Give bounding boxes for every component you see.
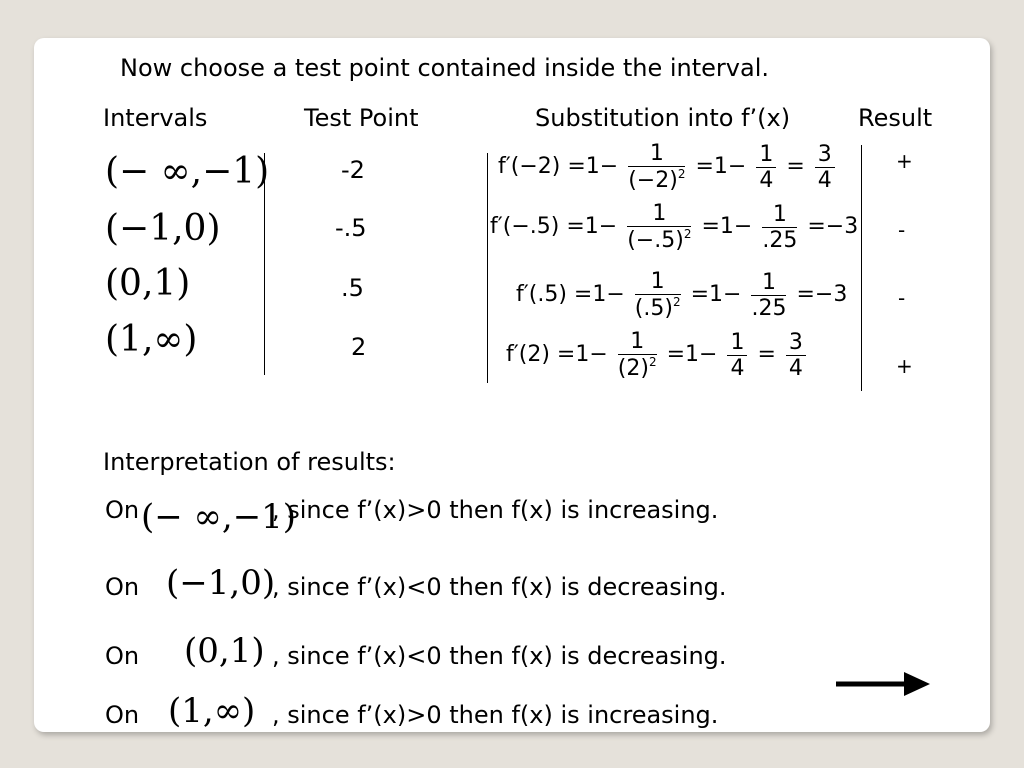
interpretation-on-label: On — [105, 573, 140, 601]
fraction-denominator: .25 — [751, 295, 787, 321]
divider-substitution-right — [861, 145, 862, 391]
substitution-row-1: f′(−2) =1− $\frac{1}{(-2)^2}$ =1− $\frac{1}{4}$ = $\frac{3}{4}$ — [498, 142, 838, 192]
test-point-4: 2 — [351, 333, 367, 361]
fraction-numerator: 1 — [635, 270, 681, 295]
column-header-test-point: Test Point — [304, 104, 419, 132]
interpretation-on-label: On — [105, 642, 140, 670]
exponent: 2 — [677, 167, 686, 182]
fraction-numerator: 1 — [762, 203, 797, 228]
interpretation-text-3: , since f’(x)<0 then f(x) is decreasing. — [272, 642, 727, 670]
divider-substitution-left — [487, 153, 488, 383]
substitution-value: −3 — [814, 282, 848, 308]
substitution-lhs: f′(−.5) — [490, 214, 560, 240]
fraction-denominator: 4 — [817, 167, 832, 193]
substitution-one: 1 — [592, 282, 607, 308]
fraction-numerator: 1 — [727, 331, 747, 356]
substitution-mid: 1 — [685, 342, 700, 368]
exponent: 2 — [672, 295, 681, 310]
column-header-result: Result — [858, 104, 933, 132]
substitution-one: 1 — [575, 342, 590, 368]
substitution-mid: 1 — [709, 282, 724, 308]
column-header-intervals: Intervals — [103, 104, 208, 132]
interpretation-interval-4: (1,∞) — [168, 691, 256, 731]
column-header-substitution: Substitution into f’(x) — [535, 104, 791, 132]
result-2: - — [898, 218, 906, 242]
interval-4: (1,∞) — [105, 319, 198, 360]
right-arrow-icon[interactable] — [834, 670, 932, 698]
fraction-denominator: (−.5) — [627, 228, 684, 254]
fraction-denominator: 4 — [788, 355, 803, 381]
substitution-lhs: f′(−2) — [498, 154, 561, 180]
result-4: + — [896, 354, 913, 378]
substitution-one: 1 — [584, 214, 599, 240]
fraction-denominator: (2) — [617, 356, 649, 382]
exponent: 2 — [683, 227, 692, 242]
fraction-numerator: 1 — [756, 143, 776, 168]
substitution-mid: 1 — [713, 154, 728, 180]
fraction-numerator: 1 — [751, 271, 786, 296]
substitution-one: 1 — [585, 154, 600, 180]
test-point-2: -.5 — [335, 214, 367, 242]
interval-1: (− ∞,−1) — [105, 151, 270, 192]
result-3: - — [898, 286, 906, 310]
fraction-denominator: (.5) — [634, 296, 673, 322]
substitution-row-2: f′(−.5) =1− $\frac{1}{(-.5)^2}$ =1− $\frac{1}{.25}$ =−3 — [490, 201, 859, 254]
fraction-numerator: 1 — [618, 330, 657, 355]
test-point-1: -2 — [341, 156, 365, 184]
fraction-denominator: 4 — [759, 167, 774, 193]
fraction-denominator: (−2) — [628, 168, 678, 194]
fraction-numerator: 1 — [628, 142, 685, 167]
substitution-lhs: f′(2) — [506, 342, 550, 368]
interval-2: (−1,0) — [105, 208, 221, 249]
interpretation-interval-1: (− ∞,−1) — [141, 497, 297, 537]
substitution-value: −3 — [825, 214, 859, 240]
fraction-numerator: 3 — [815, 143, 835, 168]
interpretation-interval-3: (0,1) — [184, 631, 265, 671]
interpretation-text-1: , since f’(x)>0 then f(x) is increasing. — [272, 496, 719, 524]
interpretation-text-2: , since f’(x)<0 then f(x) is decreasing. — [272, 573, 727, 601]
substitution-mid: 1 — [719, 214, 734, 240]
interpretation-title: Interpretation of results: — [103, 448, 396, 476]
result-1: + — [896, 149, 913, 173]
interpretation-on-label: On — [105, 496, 140, 524]
substitution-row-4: f′(2) =1− $\frac{1}{(2)^2}$ =1− $\frac{1}{4}$ = $\frac{3}{4}$ — [506, 330, 809, 380]
fraction-denominator: 4 — [730, 355, 745, 381]
substitution-row-3: f′(.5) =1− $\frac{1}{(.5)^2}$ =1− $\frac{1}{.25}$ =−3 — [516, 269, 848, 322]
substitution-lhs: f′(.5) — [516, 282, 567, 308]
interpretation-text-4: , since f’(x)>0 then f(x) is increasing. — [272, 701, 719, 729]
exponent: 2 — [648, 355, 657, 370]
interpretation-on-label: On — [105, 701, 140, 729]
fraction-numerator: 3 — [786, 331, 806, 356]
fraction-denominator: .25 — [762, 227, 798, 253]
fraction-numerator: 1 — [627, 202, 691, 227]
test-point-3: .5 — [341, 274, 364, 302]
interpretation-interval-2: (−1,0) — [166, 563, 276, 603]
page-title: Now choose a test point contained inside the interval. — [120, 54, 769, 82]
interval-3: (0,1) — [105, 263, 191, 304]
